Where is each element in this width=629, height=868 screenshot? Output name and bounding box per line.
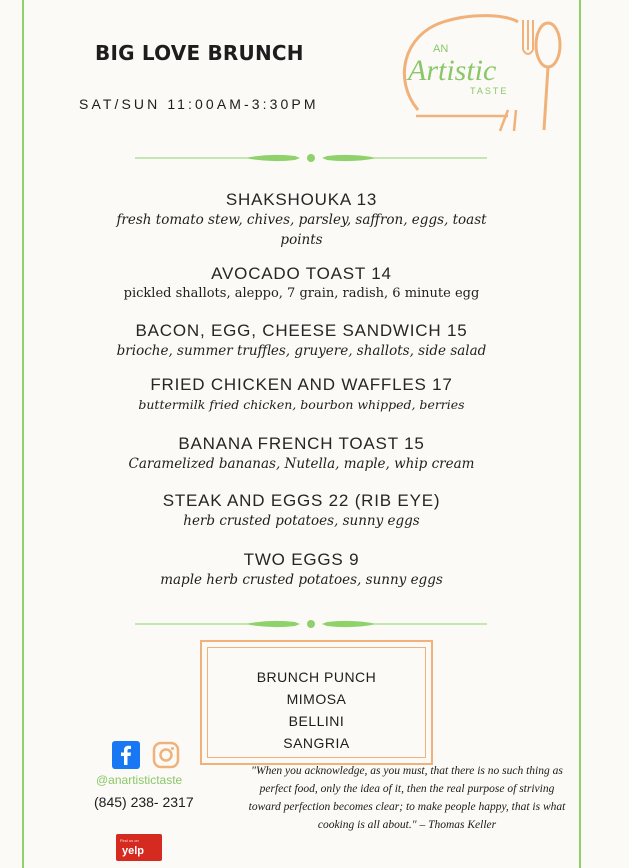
bottom-divider: [135, 617, 487, 631]
yelp-badge[interactable]: [116, 834, 162, 861]
phone-number[interactable]: (845) 238- 2317: [94, 794, 194, 810]
menu-item-desc: fresh tomato stew, chives, parsley, saffron, eggs, toast points: [116, 212, 487, 248]
logo-text-an: AN: [433, 43, 449, 55]
menu-item: [24, 190, 579, 250]
menu-item-desc: maple herb crusted potatoes, sunny eggs: [160, 572, 443, 588]
menu-item: [24, 491, 579, 531]
brunch-hours: SAT/SUN 11:00AM-3:30PM: [79, 96, 319, 112]
facebook-icon[interactable]: [112, 741, 140, 769]
menu-item-desc: herb crusted potatoes, sunny eggs: [183, 513, 420, 529]
menu-item-name: FRIED CHICKEN AND WAFFLES 17: [150, 375, 453, 394]
menu-item-name: TWO EGGS 9: [243, 550, 360, 569]
logo-text-taste: TASTE: [470, 86, 509, 96]
right-border-line: [579, 0, 581, 868]
menu-item-desc: Caramelized bananas, Nutella, maple, whip cream: [128, 456, 475, 472]
social-handle[interactable]: @anartistictaste: [96, 773, 183, 787]
chef-quote: "When you acknowledge, as you must, that there is no such thing as perfect food, only the idea of it, then the real purpose of striving toward perfection becomes clear; to make people happy, that is what cooking is all about." – Thomas Keller: [248, 765, 566, 831]
menu-item-name: BACON, EGG, CHEESE SANDWICH 15: [135, 321, 468, 340]
drink-item: BRUNCH PUNCH: [256, 669, 377, 685]
menu-title: BIG LOVE BRUNCH: [95, 41, 304, 65]
menu-item: [24, 321, 579, 361]
drinks-box: [200, 640, 433, 765]
drink-item: BELLINI: [288, 713, 345, 729]
social-icons: [112, 741, 180, 769]
menu-item-desc: buttermilk fried chicken, bourbon whipped, berries: [138, 397, 465, 412]
drink-item: SANGRIA: [283, 735, 350, 751]
menu-item-name: AVOCADO TOAST 14: [211, 264, 392, 283]
menu-item-name: STEAK AND EGGS 22 (RIB EYE): [162, 491, 441, 510]
logo-text-artistic: Artistic: [408, 54, 497, 87]
menu-item: [24, 375, 579, 415]
menu-item-desc: pickled shallots, aleppo, 7 grain, radish, 6 minute egg: [123, 286, 480, 301]
menu-item: [24, 434, 579, 474]
yelp-wordmark: yelp: [122, 845, 145, 857]
menu-item: [24, 264, 579, 304]
menu-item-name: SHAKSHOUKA 13: [225, 190, 378, 209]
instagram-icon[interactable]: [152, 741, 180, 769]
restaurant-logo: [388, 10, 568, 135]
menu-item-desc: brioche, summer truffles, gruyere, shallots, side salad: [116, 343, 487, 359]
yelp-find-us-text: Find us on: [120, 838, 139, 843]
top-divider: [135, 151, 487, 165]
menu-item-name: BANANA FRENCH TOAST 15: [178, 434, 425, 453]
menu-item: [24, 550, 579, 590]
drink-item: MIMOSA: [286, 691, 347, 707]
